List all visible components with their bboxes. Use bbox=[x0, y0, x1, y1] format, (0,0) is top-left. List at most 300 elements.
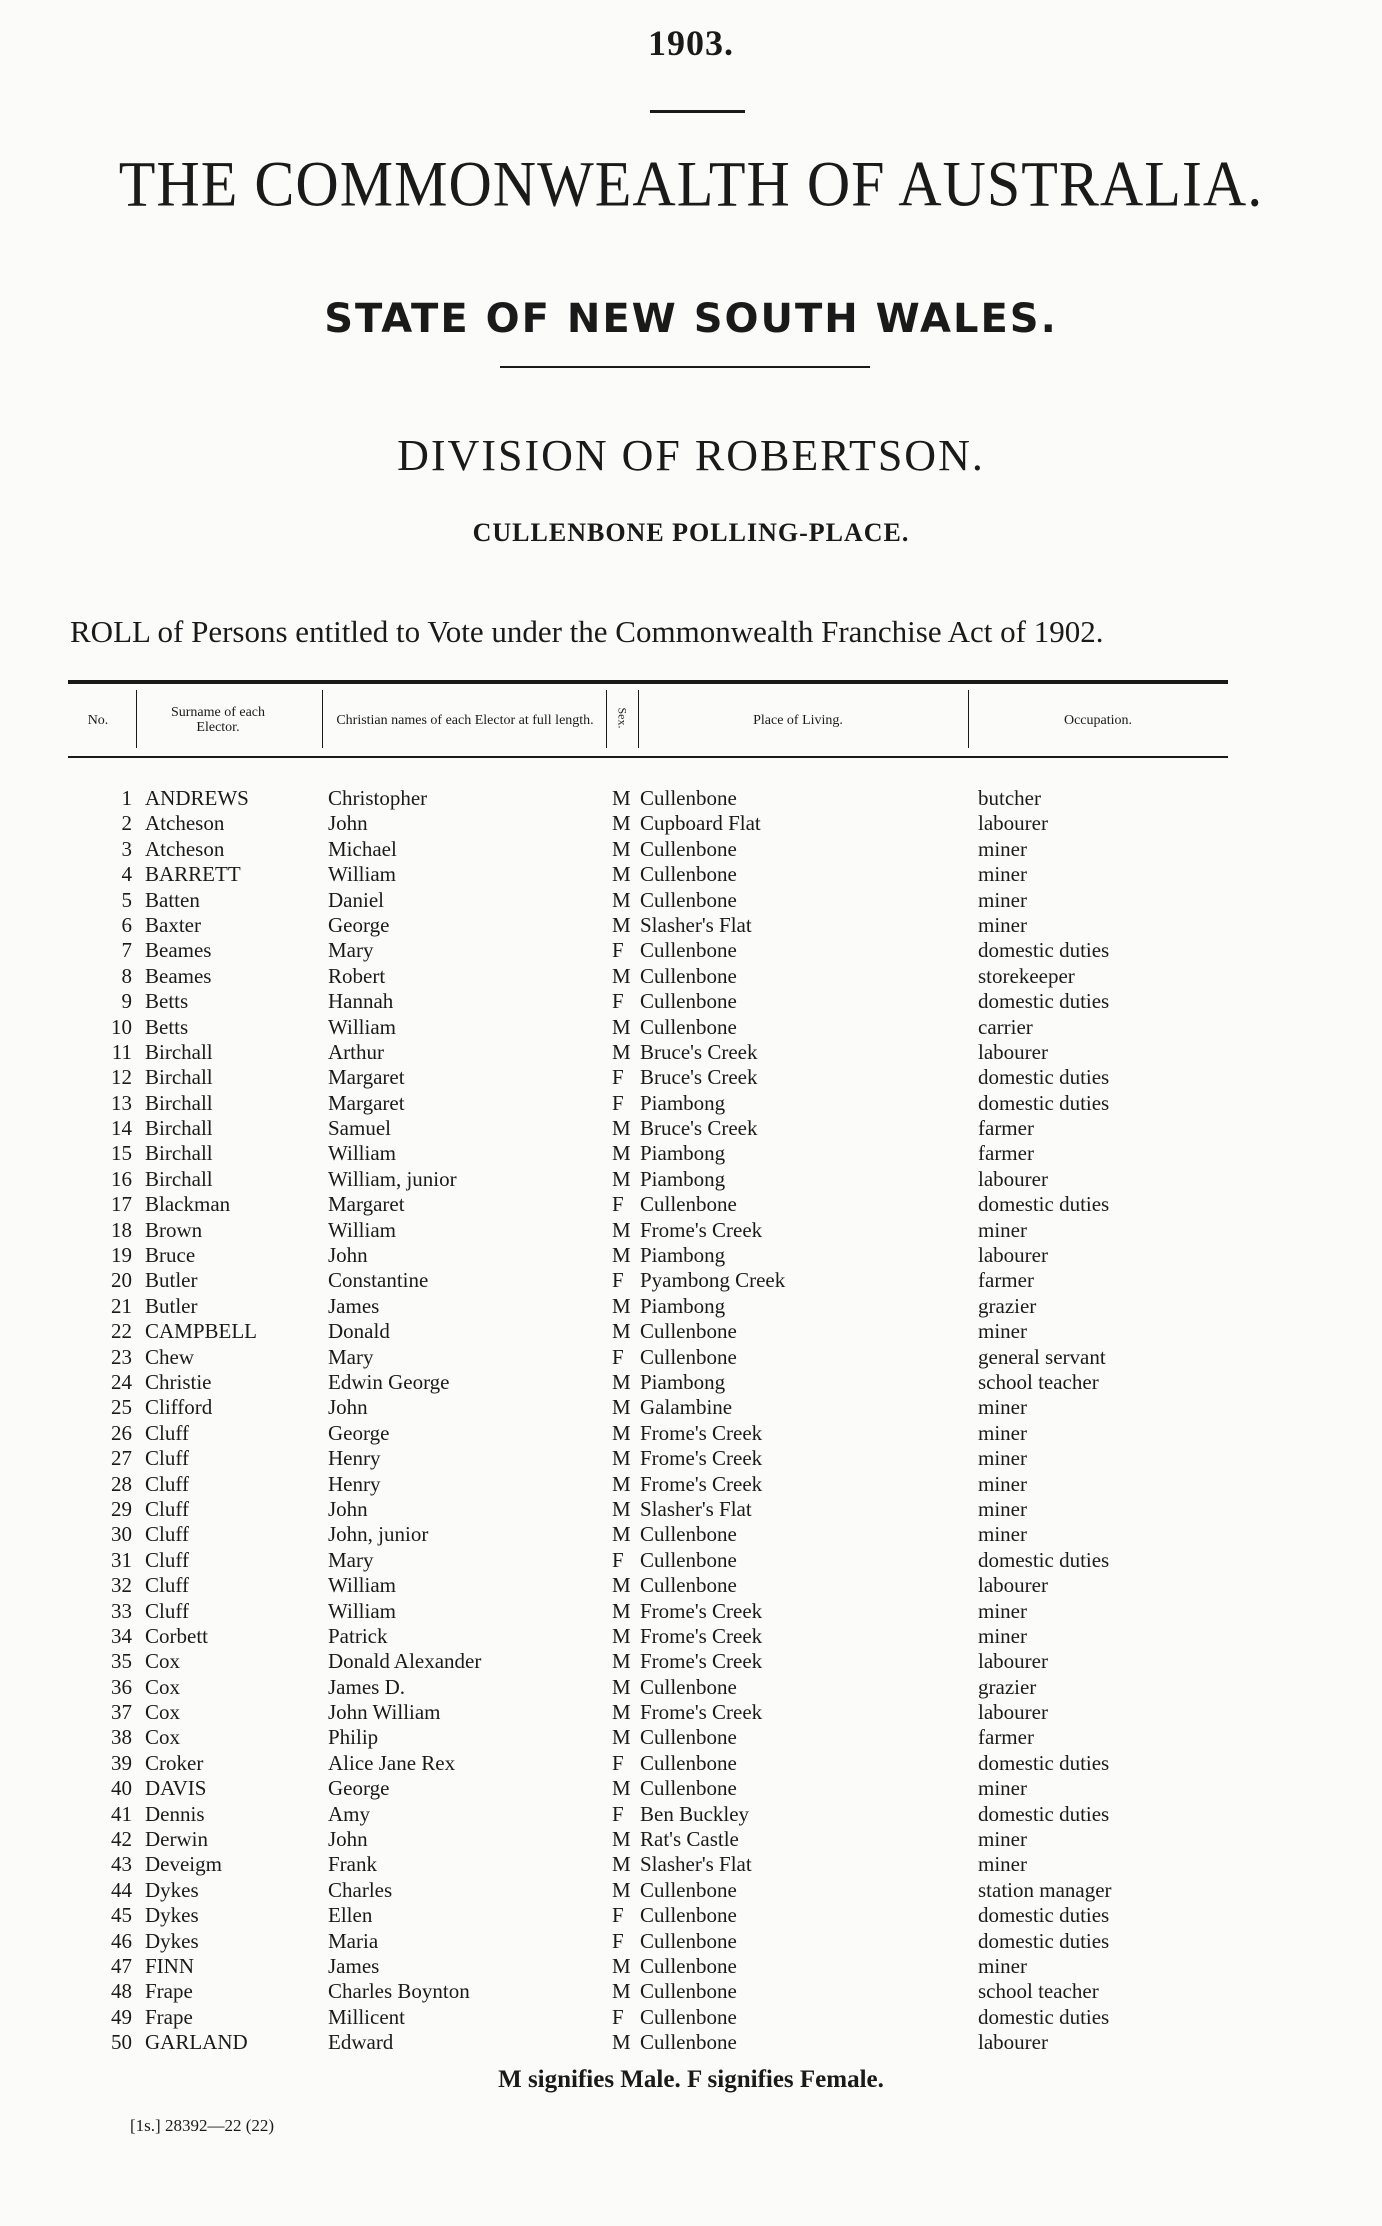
elector-number: 18 bbox=[111, 1217, 132, 1242]
elector-number: 13 bbox=[111, 1090, 132, 1115]
table-row bbox=[0, 1675, 1382, 1700]
table-row bbox=[0, 1599, 1382, 1624]
elector-place: Cullenbone bbox=[640, 1573, 737, 1598]
elector-place: Cullenbone bbox=[640, 1547, 737, 1572]
elector-occupation: domestic duties bbox=[978, 1903, 1110, 1928]
elector-sex: F bbox=[612, 1750, 624, 1775]
elector-occupation: miner bbox=[978, 912, 1027, 937]
elector-occupation: miner bbox=[978, 1953, 1027, 1978]
elector-sex: M bbox=[612, 1369, 631, 1394]
elector-occupation: domestic duties bbox=[978, 1928, 1110, 1953]
elector-occupation: domestic duties bbox=[978, 989, 1110, 1014]
elector-christian-names: William, junior bbox=[328, 1166, 457, 1191]
elector-place: Piambong bbox=[640, 1166, 726, 1191]
elector-occupation: grazier bbox=[978, 1674, 1037, 1699]
table-row bbox=[0, 786, 1382, 811]
elector-surname: Beames bbox=[145, 963, 212, 988]
elector-christian-names: Donald bbox=[328, 1319, 390, 1344]
elector-sex: M bbox=[612, 836, 631, 861]
elector-number: 33 bbox=[111, 1598, 132, 1623]
elector-sex: F bbox=[612, 1547, 624, 1572]
year-heading: 1903. bbox=[648, 23, 734, 63]
elector-place: Cullenbone bbox=[640, 1725, 737, 1750]
elector-place: Frome's Creek bbox=[640, 1420, 763, 1445]
elector-place: Cullenbone bbox=[640, 1319, 737, 1344]
elector-christian-names: Henry bbox=[328, 1446, 381, 1471]
elector-surname: Chew bbox=[145, 1344, 194, 1369]
elector-occupation: labourer bbox=[978, 1243, 1048, 1268]
elector-occupation: labourer bbox=[978, 2030, 1048, 2055]
col-divider bbox=[968, 690, 969, 748]
elector-christian-names: William bbox=[328, 1141, 396, 1166]
elector-sex: M bbox=[612, 1827, 631, 1852]
elector-sex: M bbox=[612, 1852, 631, 1877]
elector-christian-names: Amy bbox=[328, 1801, 370, 1826]
elector-place: Cullenbone bbox=[640, 2030, 737, 2055]
elector-surname: Dennis bbox=[145, 1801, 205, 1826]
elector-sex: M bbox=[612, 1674, 631, 1699]
elector-surname: Cluff bbox=[145, 1573, 189, 1598]
elector-number: 10 bbox=[111, 1014, 132, 1039]
elector-occupation: butcher bbox=[978, 786, 1041, 810]
elector-surname: Birchall bbox=[145, 1116, 213, 1141]
elector-sex: F bbox=[612, 1065, 624, 1090]
elector-occupation: labourer bbox=[978, 1166, 1048, 1191]
elector-surname: Dykes bbox=[145, 1928, 199, 1953]
elector-place: Bruce's Creek bbox=[640, 1039, 758, 1064]
elector-number: 46 bbox=[111, 1928, 132, 1953]
elector-number: 34 bbox=[111, 1623, 132, 1648]
elector-number: 28 bbox=[111, 1471, 132, 1496]
elector-surname: Cluff bbox=[145, 1598, 189, 1623]
elector-number: 47 bbox=[111, 1953, 132, 1978]
elector-number: 1 bbox=[121, 786, 132, 810]
elector-occupation: labourer bbox=[978, 1573, 1048, 1598]
page-title: THE COMMONWEALTH OF AUSTRALIA. bbox=[118, 148, 1264, 220]
elector-number: 26 bbox=[111, 1420, 132, 1445]
elector-number: 15 bbox=[111, 1141, 132, 1166]
elector-place: Cullenbone bbox=[640, 1014, 737, 1039]
roll-title: ROLL of Persons entitled to Vote under the Commonwealth Franchise Act of 1902. bbox=[70, 614, 1104, 649]
elector-christian-names: James D. bbox=[328, 1674, 405, 1699]
elector-place: Piambong bbox=[640, 1090, 726, 1115]
elector-place: Frome's Creek bbox=[640, 1649, 763, 1674]
elector-place: Cupboard Flat bbox=[640, 811, 761, 836]
elector-number: 2 bbox=[121, 811, 132, 836]
elector-place: Rat's Castle bbox=[640, 1827, 739, 1852]
elector-surname: CAMPBELL bbox=[145, 1319, 258, 1344]
elector-occupation: miner bbox=[978, 1217, 1027, 1242]
elector-number: 4 bbox=[121, 862, 132, 887]
elector-number: 39 bbox=[111, 1750, 132, 1775]
table-row bbox=[0, 1700, 1382, 1725]
elector-christian-names: Frank bbox=[328, 1852, 377, 1877]
elector-christian-names: William bbox=[328, 1217, 396, 1242]
elector-surname: Birchall bbox=[145, 1141, 213, 1166]
elector-surname: Birchall bbox=[145, 1166, 213, 1191]
elector-number: 19 bbox=[111, 1243, 132, 1268]
elector-occupation: school teacher bbox=[978, 1369, 1099, 1394]
elector-sex: F bbox=[612, 1344, 624, 1369]
table-row bbox=[0, 1243, 1382, 1268]
elector-surname: Cox bbox=[145, 1725, 181, 1750]
elector-christian-names: John William bbox=[328, 1700, 441, 1725]
elector-place: Cullenbone bbox=[640, 1674, 737, 1699]
elector-place: Cullenbone bbox=[640, 963, 737, 988]
elector-occupation: miner bbox=[978, 1776, 1027, 1801]
elector-place: Cullenbone bbox=[640, 1776, 737, 1801]
elector-sex: M bbox=[612, 1217, 631, 1242]
elector-surname: Butler bbox=[145, 1293, 198, 1318]
elector-number: 17 bbox=[111, 1192, 132, 1217]
table-row bbox=[0, 837, 1382, 862]
elector-christian-names: Henry bbox=[328, 1471, 381, 1496]
elector-occupation: farmer bbox=[978, 1725, 1034, 1750]
elector-occupation: farmer bbox=[978, 1141, 1034, 1166]
table-row bbox=[0, 1345, 1382, 1370]
elector-sex: F bbox=[612, 938, 624, 963]
elector-number: 16 bbox=[111, 1166, 132, 1191]
table-row bbox=[0, 1751, 1382, 1776]
elector-occupation: miner bbox=[978, 1319, 1027, 1344]
col-header-surname: Surname of each Elector. bbox=[170, 705, 266, 735]
elector-surname: Baxter bbox=[145, 912, 201, 937]
elector-christian-names: Margaret bbox=[328, 1090, 405, 1115]
elector-christian-names: Mary bbox=[328, 1547, 374, 1572]
elector-occupation: labourer bbox=[978, 1039, 1048, 1064]
elector-place: Cullenbone bbox=[640, 1750, 737, 1775]
elector-number: 22 bbox=[111, 1319, 132, 1344]
elector-occupation: station manager bbox=[978, 1877, 1112, 1902]
elector-surname: Cox bbox=[145, 1700, 181, 1725]
elector-place: Slasher's Flat bbox=[640, 1852, 752, 1877]
col-divider bbox=[638, 690, 639, 748]
elector-place: Ben Buckley bbox=[640, 1801, 750, 1826]
table-row bbox=[0, 1573, 1382, 1598]
elector-sex: F bbox=[612, 2004, 624, 2029]
elector-surname: Corbett bbox=[145, 1623, 208, 1648]
table-row bbox=[0, 1395, 1382, 1420]
table-row bbox=[0, 1268, 1382, 1293]
elector-occupation: domestic duties bbox=[978, 1750, 1110, 1775]
table-row bbox=[0, 2030, 1382, 2055]
elector-surname: Frape bbox=[145, 2004, 193, 2029]
table-row bbox=[0, 1903, 1382, 1928]
elector-place: Cullenbone bbox=[640, 1192, 737, 1217]
elector-place: Slasher's Flat bbox=[640, 1496, 752, 1521]
elector-surname: Christie bbox=[145, 1369, 212, 1394]
elector-sex: F bbox=[612, 1928, 624, 1953]
elector-christian-names: Alice Jane Rex bbox=[328, 1750, 456, 1775]
elector-occupation: school teacher bbox=[978, 1979, 1099, 2004]
elector-sex: F bbox=[612, 989, 624, 1014]
elector-surname: Cluff bbox=[145, 1547, 189, 1572]
elector-christian-names: Mary bbox=[328, 938, 374, 963]
elector-occupation: miner bbox=[978, 1522, 1027, 1547]
elector-christian-names: Christopher bbox=[328, 786, 428, 810]
elector-number: 9 bbox=[121, 989, 132, 1014]
table-row bbox=[0, 1065, 1382, 1090]
elector-place: Cullenbone bbox=[640, 862, 737, 887]
table-row bbox=[0, 1548, 1382, 1573]
elector-number: 50 bbox=[111, 2030, 132, 2055]
elector-place: Piambong bbox=[640, 1141, 726, 1166]
elector-surname: Birchall bbox=[145, 1090, 213, 1115]
elector-surname: Cluff bbox=[145, 1446, 189, 1471]
elector-surname: Dykes bbox=[145, 1903, 199, 1928]
elector-number: 25 bbox=[111, 1395, 132, 1420]
elector-christian-names: Edward bbox=[328, 2030, 394, 2055]
elector-occupation: miner bbox=[978, 1623, 1027, 1648]
elector-surname: Cluff bbox=[145, 1522, 189, 1547]
elector-place: Cullenbone bbox=[640, 1979, 737, 2004]
elector-number: 29 bbox=[111, 1496, 132, 1521]
elector-christian-names: Robert bbox=[328, 963, 386, 988]
elector-christian-names: Constantine bbox=[328, 1268, 429, 1293]
table-row bbox=[0, 913, 1382, 938]
elector-surname: Cox bbox=[145, 1674, 181, 1699]
elector-sex: M bbox=[612, 1319, 631, 1344]
elector-number: 48 bbox=[111, 1979, 132, 2004]
elector-surname: Atcheson bbox=[145, 836, 225, 861]
elector-place: Frome's Creek bbox=[640, 1217, 763, 1242]
state-heading: STATE OF NEW SOUTH WALES. bbox=[324, 296, 1058, 342]
elector-number: 11 bbox=[111, 1039, 132, 1064]
elector-sex: M bbox=[612, 1395, 631, 1420]
elector-sex: M bbox=[612, 1623, 631, 1648]
table-row bbox=[0, 1091, 1382, 1116]
elector-place: Frome's Creek bbox=[640, 1700, 763, 1725]
elector-surname: Frape bbox=[145, 1979, 193, 2004]
col-header-no: No. bbox=[87, 712, 109, 728]
elector-surname: Brown bbox=[145, 1217, 203, 1242]
elector-number: 7 bbox=[121, 938, 132, 963]
elector-occupation: miner bbox=[978, 1496, 1027, 1521]
elector-place: Piambong bbox=[640, 1369, 726, 1394]
elector-christian-names: George bbox=[328, 912, 390, 937]
elector-occupation: carrier bbox=[978, 1014, 1033, 1039]
elector-christian-names: George bbox=[328, 1776, 390, 1801]
elector-number: 30 bbox=[111, 1522, 132, 1547]
elector-surname: Dykes bbox=[145, 1877, 199, 1902]
elector-sex: M bbox=[612, 1776, 631, 1801]
elector-sex: M bbox=[612, 1725, 631, 1750]
col-divider bbox=[606, 690, 607, 748]
elector-surname: Cluff bbox=[145, 1496, 189, 1521]
elector-number: 36 bbox=[111, 1674, 132, 1699]
elector-sex: M bbox=[612, 1293, 631, 1318]
elector-number: 12 bbox=[111, 1065, 132, 1090]
elector-place: Cullenbone bbox=[640, 938, 737, 963]
elector-surname: Deveigm bbox=[145, 1852, 222, 1877]
elector-surname: Croker bbox=[145, 1750, 204, 1775]
elector-sex: F bbox=[612, 1192, 624, 1217]
elector-occupation: miner bbox=[978, 836, 1027, 861]
elector-sex: F bbox=[612, 1090, 624, 1115]
table-header bbox=[68, 680, 1228, 758]
table-row bbox=[0, 1649, 1382, 1674]
elector-place: Cullenbone bbox=[640, 1953, 737, 1978]
elector-place: Cullenbone bbox=[640, 1877, 737, 1902]
elector-occupation: labourer bbox=[978, 1700, 1048, 1725]
elector-place: Cullenbone bbox=[640, 887, 737, 912]
elector-sex: M bbox=[612, 1700, 631, 1725]
elector-occupation: domestic duties bbox=[978, 1065, 1110, 1090]
table-row bbox=[0, 1624, 1382, 1649]
elector-surname: Birchall bbox=[145, 1039, 213, 1064]
elector-surname: Blackman bbox=[145, 1192, 231, 1217]
elector-place: Cullenbone bbox=[640, 1344, 737, 1369]
elector-christian-names: Margaret bbox=[328, 1065, 405, 1090]
elector-christian-names: John bbox=[328, 811, 368, 836]
elector-christian-names: Mary bbox=[328, 1344, 374, 1369]
elector-occupation: labourer bbox=[978, 1649, 1048, 1674]
elector-christian-names: James bbox=[328, 1293, 380, 1318]
state-rule bbox=[500, 366, 870, 368]
elector-place: Frome's Creek bbox=[640, 1623, 763, 1648]
elector-surname: Clifford bbox=[145, 1395, 213, 1420]
elector-number: 6 bbox=[121, 912, 132, 937]
elector-number: 41 bbox=[111, 1801, 132, 1826]
elector-sex: M bbox=[612, 1166, 631, 1191]
elector-place: Piambong bbox=[640, 1243, 726, 1268]
elector-surname: Atcheson bbox=[145, 811, 225, 836]
elector-sex: F bbox=[612, 1903, 624, 1928]
table-row bbox=[0, 1446, 1382, 1471]
elector-occupation: farmer bbox=[978, 1268, 1034, 1293]
printer-imprint: [1s.] 28392—22 (22) bbox=[130, 2116, 275, 2135]
elector-list bbox=[0, 786, 1382, 2056]
elector-sex: M bbox=[612, 1446, 631, 1471]
elector-christian-names: Patrick bbox=[328, 1623, 388, 1648]
elector-surname: Birchall bbox=[145, 1065, 213, 1090]
elector-place: Cullenbone bbox=[640, 836, 737, 861]
elector-sex: M bbox=[612, 1649, 631, 1674]
elector-surname: Derwin bbox=[145, 1827, 208, 1852]
polling-place-heading: CULLENBONE POLLING-PLACE. bbox=[472, 518, 910, 547]
elector-sex: M bbox=[612, 887, 631, 912]
elector-occupation: miner bbox=[978, 1420, 1027, 1445]
elector-sex: M bbox=[612, 963, 631, 988]
elector-christian-names: Donald Alexander bbox=[328, 1649, 482, 1674]
table-row bbox=[0, 1497, 1382, 1522]
table-row bbox=[0, 1116, 1382, 1141]
elector-christian-names: William bbox=[328, 1014, 396, 1039]
elector-sex: M bbox=[612, 1420, 631, 1445]
elector-surname: Betts bbox=[145, 989, 189, 1014]
elector-sex: F bbox=[612, 1801, 624, 1826]
table-row bbox=[0, 1878, 1382, 1903]
elector-sex: F bbox=[612, 1268, 624, 1293]
table-row bbox=[0, 1218, 1382, 1243]
elector-sex: M bbox=[612, 862, 631, 887]
table-row bbox=[0, 1167, 1382, 1192]
elector-christian-names: William bbox=[328, 1598, 396, 1623]
elector-number: 35 bbox=[111, 1649, 132, 1674]
elector-sex: M bbox=[612, 1243, 631, 1268]
table-row bbox=[0, 1370, 1382, 1395]
elector-sex: M bbox=[612, 1471, 631, 1496]
elector-christian-names: Daniel bbox=[328, 887, 384, 912]
elector-occupation: miner bbox=[978, 1471, 1027, 1496]
elector-occupation: general servant bbox=[978, 1344, 1106, 1369]
elector-occupation: domestic duties bbox=[978, 1547, 1110, 1572]
elector-christian-names: Ellen bbox=[328, 1903, 373, 1928]
elector-number: 49 bbox=[111, 2004, 132, 2029]
elector-sex: M bbox=[612, 1496, 631, 1521]
elector-number: 5 bbox=[121, 887, 132, 912]
table-row bbox=[0, 811, 1382, 836]
elector-place: Frome's Creek bbox=[640, 1471, 763, 1496]
elector-place: Frome's Creek bbox=[640, 1598, 763, 1623]
elector-number: 38 bbox=[111, 1725, 132, 1750]
elector-occupation: farmer bbox=[978, 1116, 1034, 1141]
elector-christian-names: James bbox=[328, 1953, 380, 1978]
table-row bbox=[0, 888, 1382, 913]
elector-place: Pyambong Creek bbox=[640, 1268, 786, 1293]
col-header-place: Place of Living. bbox=[753, 712, 843, 728]
elector-christian-names: Michael bbox=[328, 836, 397, 861]
elector-occupation: miner bbox=[978, 1852, 1027, 1877]
elector-place: Cullenbone bbox=[640, 1522, 737, 1547]
elector-christian-names: Charles Boynton bbox=[328, 1979, 470, 2004]
col-divider bbox=[322, 690, 323, 748]
elector-sex: M bbox=[612, 1979, 631, 2004]
table-row bbox=[0, 1954, 1382, 1979]
elector-surname: Cluff bbox=[145, 1420, 189, 1445]
elector-surname: ANDREWS bbox=[145, 786, 249, 810]
table-row bbox=[0, 1929, 1382, 1954]
elector-place: Galambine bbox=[640, 1395, 733, 1420]
col-header-occupation: Occupation. bbox=[1063, 712, 1133, 728]
elector-christian-names: John bbox=[328, 1496, 368, 1521]
table-row bbox=[0, 862, 1382, 887]
elector-surname: Cox bbox=[145, 1649, 181, 1674]
elector-occupation: domestic duties bbox=[978, 1192, 1110, 1217]
table-row bbox=[0, 989, 1382, 1014]
elector-christian-names: John bbox=[328, 1395, 368, 1420]
elector-place: Cullenbone bbox=[640, 2004, 737, 2029]
col-header-christian: Christian names of each Elector at full length. bbox=[336, 712, 594, 728]
elector-christian-names: John bbox=[328, 1243, 368, 1268]
table-row bbox=[0, 2005, 1382, 2030]
elector-sex: M bbox=[612, 1522, 631, 1547]
elector-occupation: storekeeper bbox=[978, 963, 1075, 988]
elector-christian-names: William bbox=[328, 862, 396, 887]
table-row bbox=[0, 1472, 1382, 1497]
table-row bbox=[0, 1421, 1382, 1446]
elector-sex: M bbox=[612, 1598, 631, 1623]
elector-occupation: labourer bbox=[978, 811, 1048, 836]
elector-sex: M bbox=[612, 811, 631, 836]
elector-number: 40 bbox=[111, 1776, 132, 1801]
elector-number: 14 bbox=[111, 1116, 132, 1141]
elector-number: 21 bbox=[111, 1293, 132, 1318]
elector-number: 32 bbox=[111, 1573, 132, 1598]
elector-surname: DAVIS bbox=[145, 1776, 207, 1801]
elector-place: Cullenbone bbox=[640, 989, 737, 1014]
elector-number: 24 bbox=[111, 1369, 132, 1394]
elector-occupation: domestic duties bbox=[978, 1090, 1110, 1115]
elector-number: 8 bbox=[121, 963, 132, 988]
elector-sex: M bbox=[612, 786, 631, 810]
col-divider bbox=[136, 690, 137, 748]
elector-place: Bruce's Creek bbox=[640, 1116, 758, 1141]
elector-sex: M bbox=[612, 1953, 631, 1978]
elector-christian-names: Millicent bbox=[328, 2004, 405, 2029]
elector-sex: M bbox=[612, 1014, 631, 1039]
table-row bbox=[0, 1015, 1382, 1040]
